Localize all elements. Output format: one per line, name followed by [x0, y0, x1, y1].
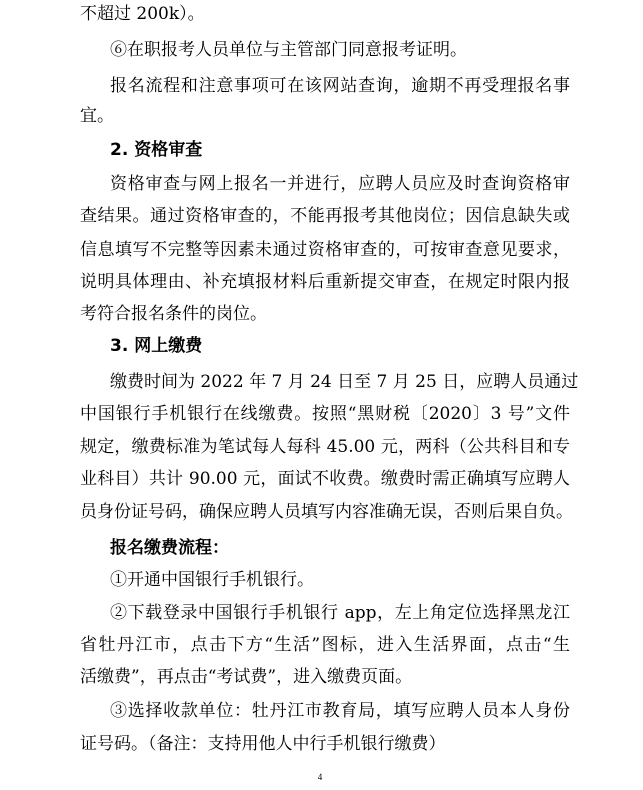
- text-line-6: 资格审查与网上报名一并进行，应聘人员应及时查询资格审: [110, 174, 570, 194]
- text-line-3: 报名流程和注意事项可在该网站查询，逾期不再受理报名事: [110, 76, 570, 96]
- text-line-4: 宜。: [80, 106, 114, 126]
- subheading-payment-process: 报名缴费流程：: [110, 538, 229, 558]
- text-line-9: 说明具体理由、补充填报材料后重新提交审查，在规定时限内报: [80, 272, 570, 292]
- section-heading-qualification: 2. 资格审查: [110, 140, 203, 160]
- text-line-16: 员身份证号码，确保应聘人员填写内容准确无误，否则后果自负。: [80, 502, 573, 522]
- text-line-7: 查结果。通过资格审查的，不能再报考其他岗位；因信息缺失或: [80, 206, 570, 226]
- text-line-10: 考符合报名条件的岗位。: [80, 304, 267, 324]
- text-line-23: 证号码。（备注：支持用他人中行手机银行缴费）: [80, 734, 446, 754]
- section-heading-payment: 3. 网上缴费: [110, 336, 203, 356]
- text-line-20: 省牡丹江市，点击下方“生活”图标，进入生活界面，点击“生: [80, 635, 570, 655]
- text-line-21: 活缴费”，再点击“考试费”，进入缴费页面。: [80, 667, 413, 687]
- text-line-14: 规定，缴费标准为笔试每人每科 45.00 元，两科（公共科目和专: [80, 437, 570, 457]
- text-line-8: 信息填写不完整等因素未通过资格审查的，可按审查意见要求，: [80, 240, 570, 260]
- text-line-19: ②下载登录中国银行手机银行 app，左上角定位选择黑龙江: [110, 603, 570, 623]
- text-line-15: 业科目）共计 90.00 元，面试不收费。缴费时需正确填写应聘人: [80, 469, 570, 489]
- text-line-22: ③选择收款单位：牡丹江市教育局，填写应聘人员本人身份: [110, 701, 570, 721]
- text-line-2: ⑥在职报考人员单位与主管部门同意报考证明。: [110, 40, 467, 60]
- text-line-13: 中国银行手机银行在线缴费。按照“黑财税〔2020〕3 号”文件: [80, 404, 570, 424]
- text-line-18: ①开通中国银行手机银行。: [110, 570, 314, 590]
- page-number: 4: [317, 772, 323, 782]
- text-line-1: 不超过 200k）。: [80, 4, 205, 24]
- text-line-12: 缴费时间为 2022 年 7 月 24 日至 7 月 25 日，应聘人员通过: [110, 372, 579, 392]
